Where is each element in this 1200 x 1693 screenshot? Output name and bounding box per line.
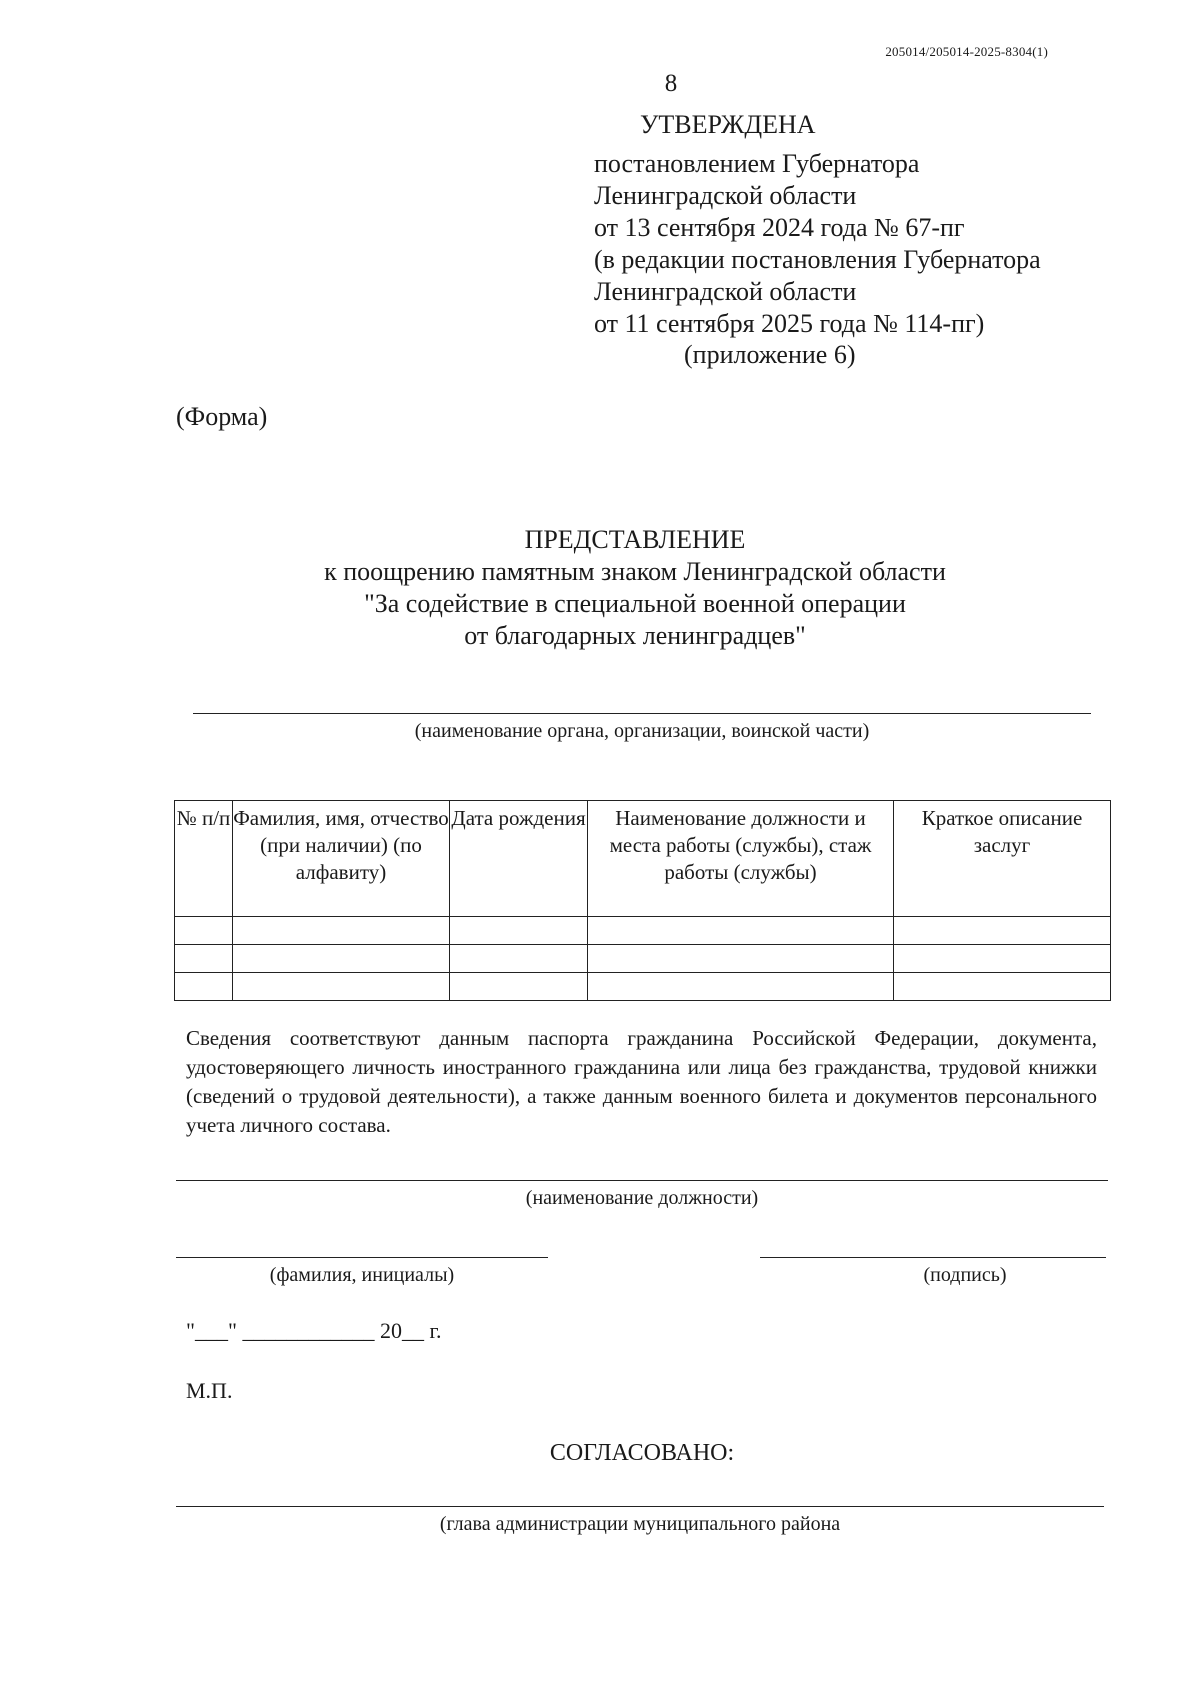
table-row xyxy=(175,945,1111,973)
header-birth-date: Дата рождения xyxy=(450,801,588,917)
table-row xyxy=(175,973,1111,1001)
position-line xyxy=(176,1180,1108,1181)
signature-line xyxy=(760,1257,1106,1258)
approval-line: (в редакции постановления Губернатора xyxy=(594,245,1041,274)
approval-line: Ленинградской области xyxy=(594,181,857,210)
table-cell[interactable] xyxy=(450,917,588,945)
org-caption: (наименование органа, организации, воинской части) xyxy=(414,720,870,742)
approval-line: постановлением Губернатора xyxy=(594,149,920,178)
title-main: ПРЕДСТАВЛЕНИЕ xyxy=(524,525,746,554)
head-caption: (глава администрации муниципального района xyxy=(439,1513,841,1535)
document-id: 205014/205014-2025-8304(1) xyxy=(885,44,1048,59)
approval-line: от 11 сентября 2025 года № 114-пг) xyxy=(594,309,985,338)
table-header-row xyxy=(175,801,1111,917)
statement-paragraph: Сведения соответствуют данным паспорта гражданина Российской Федерации, документа, удостоверяющего личность иностранного гражданина или лица без гражданства, трудовой книжки (сведений о трудовой деятельности), а также данным военного билета и документов персонального учета личного состава. xyxy=(186,1026,1097,1137)
date-line: "___" ____________ 20__ г. xyxy=(186,1318,442,1343)
table-cell[interactable] xyxy=(450,945,588,973)
header-number: № п/п xyxy=(175,801,233,917)
stamp-place: М.П. xyxy=(186,1378,233,1403)
approval-appendix: (приложение 6) xyxy=(684,340,856,369)
signature-caption: (подпись) xyxy=(923,1264,1007,1286)
subtitle-line: к поощрению памятным знаком Ленинградской области xyxy=(324,557,946,586)
approval-title: УТВЕРЖДЕНА xyxy=(640,110,816,139)
header-merits: Краткое описание заслуг xyxy=(894,801,1111,917)
table-cell[interactable] xyxy=(175,917,233,945)
form-label: (Форма) xyxy=(176,402,268,431)
table-cell[interactable] xyxy=(588,917,894,945)
header-position: Наименование должности и места работы (службы), стаж работы (службы) xyxy=(588,801,894,917)
header-full-name: Фамилия, имя, отчество (при наличии) (по алфавиту) xyxy=(233,801,450,917)
table-cell[interactable] xyxy=(233,917,450,945)
table-row xyxy=(175,917,1111,945)
table-cell[interactable] xyxy=(175,973,233,1001)
table-cell[interactable] xyxy=(588,973,894,1001)
table-cell[interactable] xyxy=(233,945,450,973)
table-cell[interactable] xyxy=(894,973,1111,1001)
table-cell[interactable] xyxy=(894,945,1111,973)
agreed-title: СОГЛАСОВАНО: xyxy=(549,1440,735,1466)
table-cell[interactable] xyxy=(588,945,894,973)
nominees-table xyxy=(174,800,1111,1001)
subtitle-line: от благодарных ленинградцев" xyxy=(464,621,806,650)
table-cell[interactable] xyxy=(175,945,233,973)
table-cell[interactable] xyxy=(450,973,588,1001)
head-line xyxy=(176,1506,1104,1507)
approval-line: от 13 сентября 2024 года № 67-пг xyxy=(594,213,965,242)
position-caption: (наименование должности) xyxy=(525,1187,759,1209)
document-title xyxy=(0,524,1200,652)
org-line xyxy=(193,713,1091,714)
name-line xyxy=(176,1257,548,1258)
table-cell[interactable] xyxy=(233,973,450,1001)
page-number: 8 xyxy=(664,70,678,97)
subtitle-line: "За содействие в специальной военной операции xyxy=(364,589,906,618)
name-caption: (фамилия, инициалы) xyxy=(269,1264,455,1286)
approval-line: Ленинградской области xyxy=(594,277,857,306)
table-cell[interactable] xyxy=(894,917,1111,945)
